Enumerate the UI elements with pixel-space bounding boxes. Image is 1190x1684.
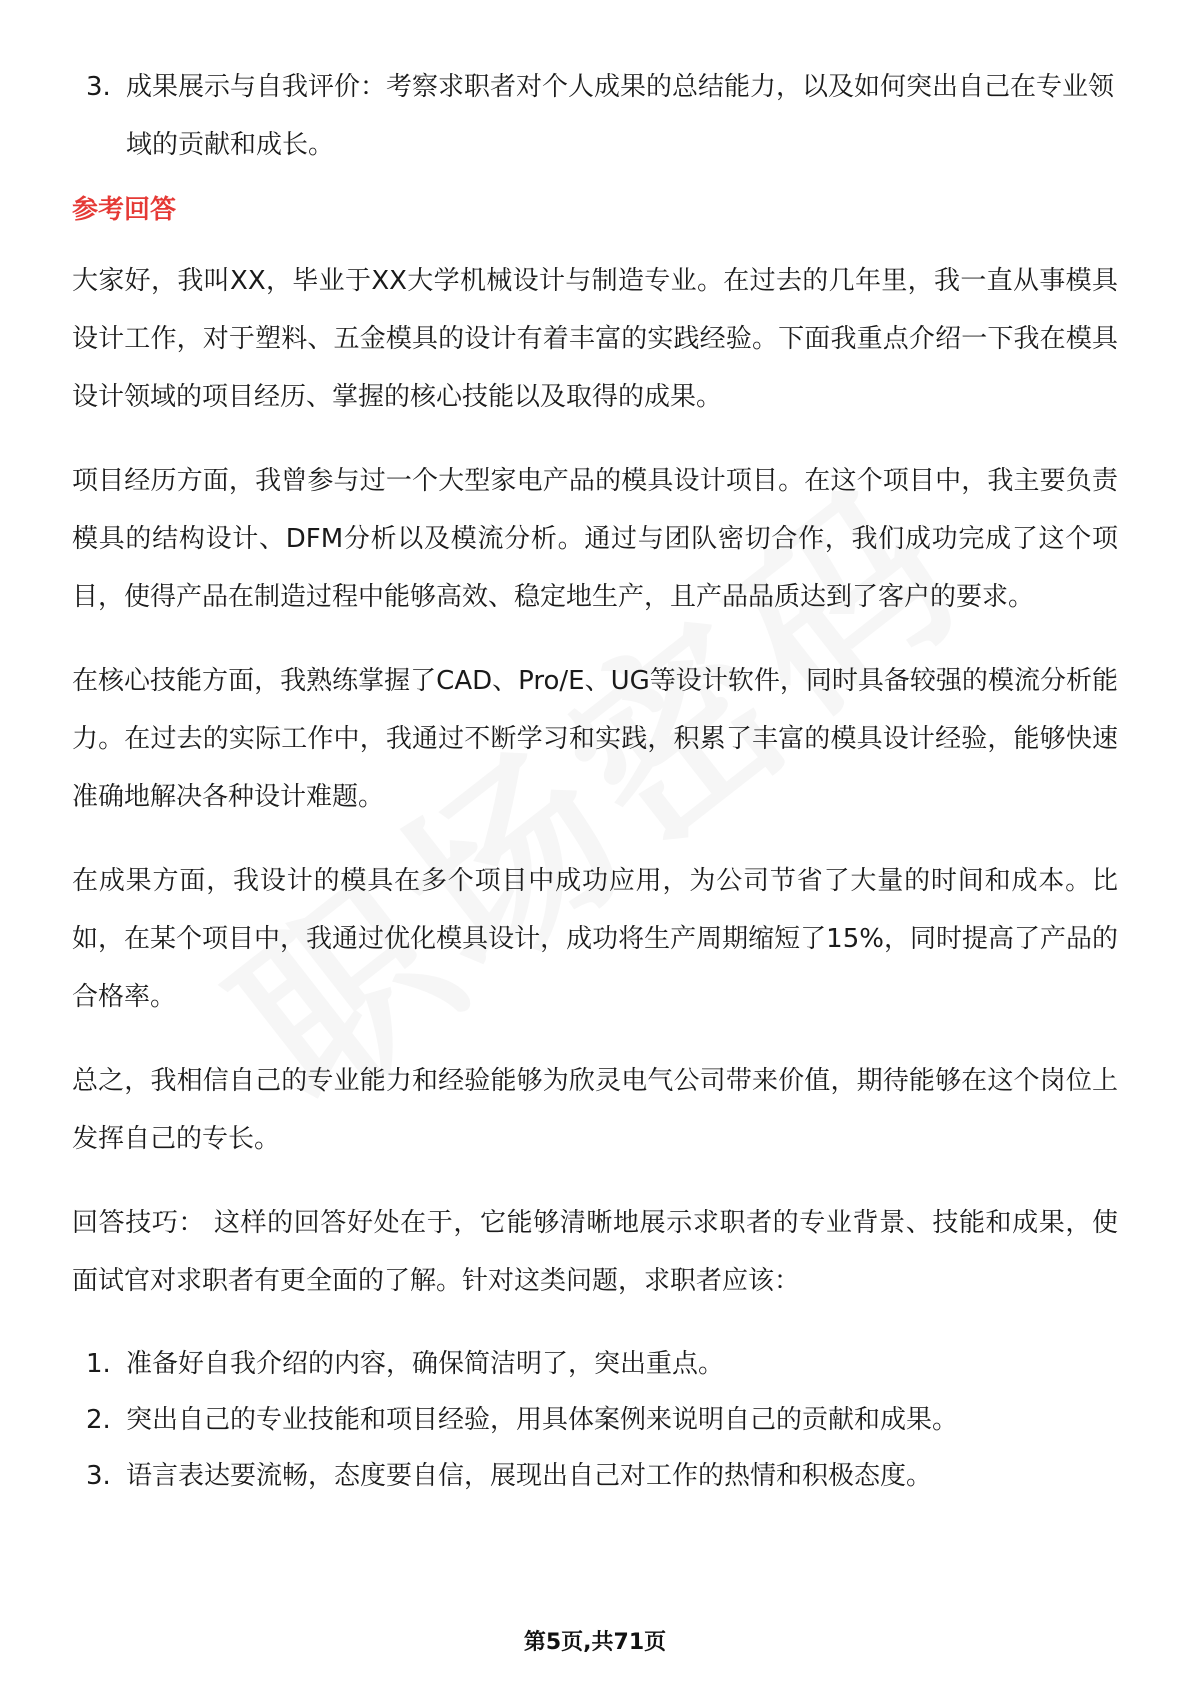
list-number: 1. (86, 1349, 111, 1379)
paragraph-intro: 大家好，我叫XX，毕业于XX大学机械设计与制造专业。在过去的几年里，我一直从事模具设计工作，对于塑料、五金模具的设计有着丰富的实践经验。下面我重点介绍一下我在模具设计领域的项目经历、掌握的核心技能以及取得的成果。 (72, 266, 1118, 412)
list-item-text: 突出自己的专业技能和项目经验，用具体案例来说明自己的贡献和成果。 (126, 1405, 959, 1435)
list-item-text: 语言表达要流畅，态度要自信，展现出自己对工作的热情和积极态度。 (126, 1461, 933, 1491)
list-item (72, 1392, 1118, 1448)
tips-list (72, 1336, 1118, 1504)
page-number: 第5页,共71页 (523, 1630, 667, 1655)
page-content (72, 58, 1118, 1504)
list-number: 2. (86, 1405, 111, 1435)
list-item-text: 成果展示与自我评价：考察求职者对个人成果的总结能力，以及如何突出自己在专业领域的贡献和成长。 (126, 72, 1115, 160)
paragraph-projects: 项目经历方面，我曾参与过一个大型家电产品的模具设计项目。在这个项目中，我主要负责模具的结构设计、DFM分析以及模流分析。通过与团队密切合作，我们成功完成了这个项目，使得产品在制造过程中能够高效、稳定地生产，且产品品质达到了客户的要求。 (72, 466, 1118, 612)
paragraph-skills: 在核心技能方面，我熟练掌握了CAD、Pro/E、UG等设计软件，同时具备较强的模流分析能力。在过去的实际工作中，我通过不断学习和实践，积累了丰富的模具设计经验，能够快速准确地解决各种设计难题。 (72, 666, 1118, 812)
list-item (72, 1448, 1118, 1504)
list-number: 3. (86, 72, 111, 102)
section-title: 参考回答 (72, 195, 177, 225)
list-number: 3. (86, 1461, 111, 1491)
paragraph-achievements: 在成果方面，我设计的模具在多个项目中成功应用，为公司节省了大量的时间和成本。比如，在某个项目中，我通过优化模具设计，成功将生产周期缩短了15%，同时提高了产品的合格率。 (72, 866, 1118, 1012)
top-list-item (72, 58, 1118, 174)
list-item-text: 准备好自我介绍的内容，确保简洁明了，突出重点。 (126, 1349, 725, 1379)
paragraph-tips: 回答技巧： 这样的回答好处在于，它能够清晰地展示求职者的专业背景、技能和成果，使面试官对求职者有更全面的了解。针对这类问题，求职者应该： (72, 1208, 1118, 1296)
paragraph-conclusion: 总之，我相信自己的专业能力和经验能够为欣灵电气公司带来价值，期待能够在这个岗位上发挥自己的专长。 (72, 1066, 1118, 1154)
list-item (72, 1336, 1118, 1392)
